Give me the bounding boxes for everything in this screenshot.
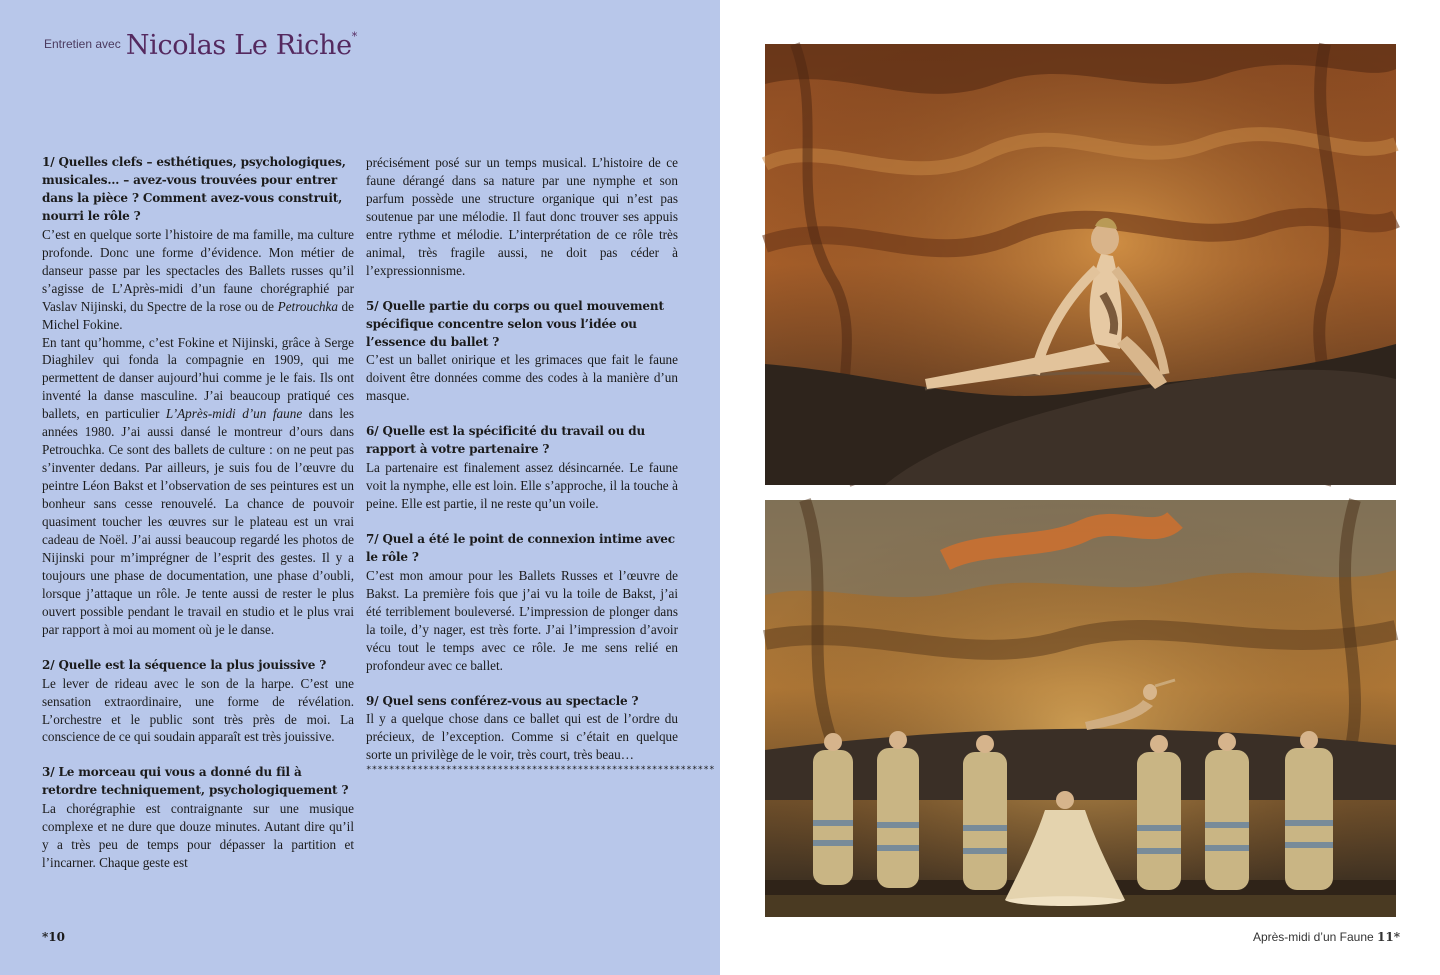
spacer bbox=[366, 280, 678, 298]
question-3: 3/ Le morceau qui vous a donné du fil à retordre techniquement, psychologiquement ? bbox=[42, 765, 349, 798]
right-page bbox=[720, 0, 1440, 975]
answer-1-paragraph-2 bbox=[42, 334, 354, 639]
text-column-1 bbox=[42, 154, 354, 872]
header-star: * bbox=[351, 30, 358, 43]
answer-1-paragraph-1 bbox=[42, 226, 354, 334]
answer-2: Le lever de rideau avec le son de la harpe. C’est une sensation extraordinaire, une forme de révélation. L’orchestre et le public sont très près de moi. La conscience de ce qui soudain apparaît est très jouissive. bbox=[42, 675, 354, 745]
nymphs-photo-illustration bbox=[765, 500, 1396, 917]
answer-1-italic: Petrouchka bbox=[277, 298, 338, 314]
question-6: 6/ Quelle est la spécificité du travail ou du rapport à votre partenaire ? bbox=[366, 424, 646, 457]
header-prefix: Entretien avec bbox=[44, 37, 121, 51]
page-footer-right bbox=[1253, 930, 1400, 944]
answer-3-part-1: La chorégraphie est contraignante sur une musique complexe et ne dure que douze minutes. Autant dire qu’il y a très peu de temps pour dépasser la partition et l’incarner. Chaque geste est bbox=[42, 801, 354, 871]
spacer bbox=[42, 639, 354, 657]
answer-1-text: C’est en quelque sorte l’histoire de ma famille, ma culture profonde. Donc une forme d’évidence. Mon métier de danseur passe par les spectacles des Ballets russes qu’il s’agisse de L’Après-midi d’un faune chorégraphié par Vaslav Nijinski, du Spectre de la rose ou de bbox=[42, 226, 354, 314]
spacer bbox=[366, 513, 678, 531]
photo-faun-on-rock bbox=[765, 44, 1396, 485]
answer-3-part-2: précisément posé sur un temps musical. L’histoire de ce faune dérangé dans sa nature par une nymphe et son parfum possède une structure organique qui n’est pas soutenue par une mélodie. Il faut donc trouver ses appuis entre rythme et mélodie. L’interprétation de ce rôle très animal, très fragile aussi, ne doit pas céder à l’expressionnisme. bbox=[366, 155, 678, 278]
answer-1b-text: En tant qu’homme, c’est Fokine et Nijinski, grâce à Serge Diaghilev qui fonda la compagnie en 1909, qui me permettent de danser aujourd’hui comme je le fais. Ils ont inventé la danse masculine. J’ai beaucoup pratiqué ces ballets, en particulier bbox=[42, 334, 354, 422]
answer-9: Il y a quelque chose dans ce ballet qui est de l’ordre du précieux, de l’exception. Comme si c’était en quelque sorte un privilège de le voir, très court, très beau… bbox=[366, 711, 678, 763]
spacer bbox=[366, 405, 678, 423]
article-header bbox=[44, 30, 357, 61]
answer-5: C’est un ballet onirique et les grimaces que fait le faune doivent être données comme des codes à la manière d’un masque. bbox=[366, 352, 678, 404]
end-stars-divider: ************************************************************* bbox=[366, 765, 715, 776]
footer-star: * bbox=[1393, 930, 1400, 944]
question-2: 2/ Quelle est la séquence la plus jouissive ? bbox=[42, 657, 327, 672]
interviewee-name: Nicolas Le Riche bbox=[125, 30, 352, 61]
answer-1-text-end: de Michel Fokine. bbox=[42, 298, 354, 332]
faun-photo-illustration bbox=[765, 44, 1396, 485]
answer-1b-italic: L’Après-midi d’un faune bbox=[165, 406, 303, 422]
text-column-2 bbox=[366, 154, 715, 776]
answer-1b-text-end: dans les années 1980. J’ai aussi dansé le montreur d’ours dans Petrouchka. Ce sont des ballets de culture : on ne peut pas s’inventer dedans. Par ailleurs, je suis fou de l’œuvre du peintre Léon Bakst et l’observation de ses peintures est un bonheur sans cesse renouvelé. La chance de pouvoir quasiment toucher les œuvres sur le plateau est un vrai cadeau de Noël. J’ai aussi beaucoup regardé les photos de Nijinski pour m’imprégner de l’esprit des gestes. Il y a toujours une phase de documentation, une phase d’oubli, lorsque j’attaque un rôle. Je tente aussi de rester le plus ouvert possible pendant le travail en studio et le plus vrai par rapport à moi au moment où je le danse. bbox=[42, 406, 354, 637]
page-number-left: *10 bbox=[42, 930, 65, 944]
question-9: 9/ Quel sens conférez-vous au spectacle ? bbox=[366, 693, 639, 708]
answer-6: La partenaire est finalement assez désincarnée. Le faune voit la nymphe, elle est loin. Elle s’approche, il la touche à peine. Elle est partie, il ne reste qu’un voile. bbox=[366, 460, 678, 512]
photo-nymphs-on-stage bbox=[765, 500, 1396, 917]
page-number-right: 11 bbox=[1377, 930, 1394, 944]
answer-7: C’est mon amour pour les Ballets Russes et l’œuvre de Bakst. La première fois que j’ai vu la toile de Bakst, j’ai été terriblement bouleversé. L’impression de plonger dans la toile, d’y nager, est très forte. J’ai l’impression d’avoir vécu tout le temps avec ce rôle. Je me sens relié en profondeur avec ce ballet. bbox=[366, 567, 678, 673]
question-1: 1/ Quelles clefs – esthétiques, psychologiques, musicales… – avez-vous trouvées pour entrer dans la pièce ? Comment avez-vous construit, nourri le rôle ? bbox=[42, 155, 346, 223]
spacer bbox=[366, 675, 678, 693]
question-7: 7/ Quel a été le point de connexion intime avec le rôle ? bbox=[366, 531, 675, 564]
question-5: 5/ Quelle partie du corps ou quel mouvement spécifique concentre selon vous l’idée ou l’essence du ballet ? bbox=[366, 298, 664, 349]
running-title: Après-midi d’un Faune bbox=[1252, 930, 1374, 944]
spacer bbox=[42, 746, 354, 764]
